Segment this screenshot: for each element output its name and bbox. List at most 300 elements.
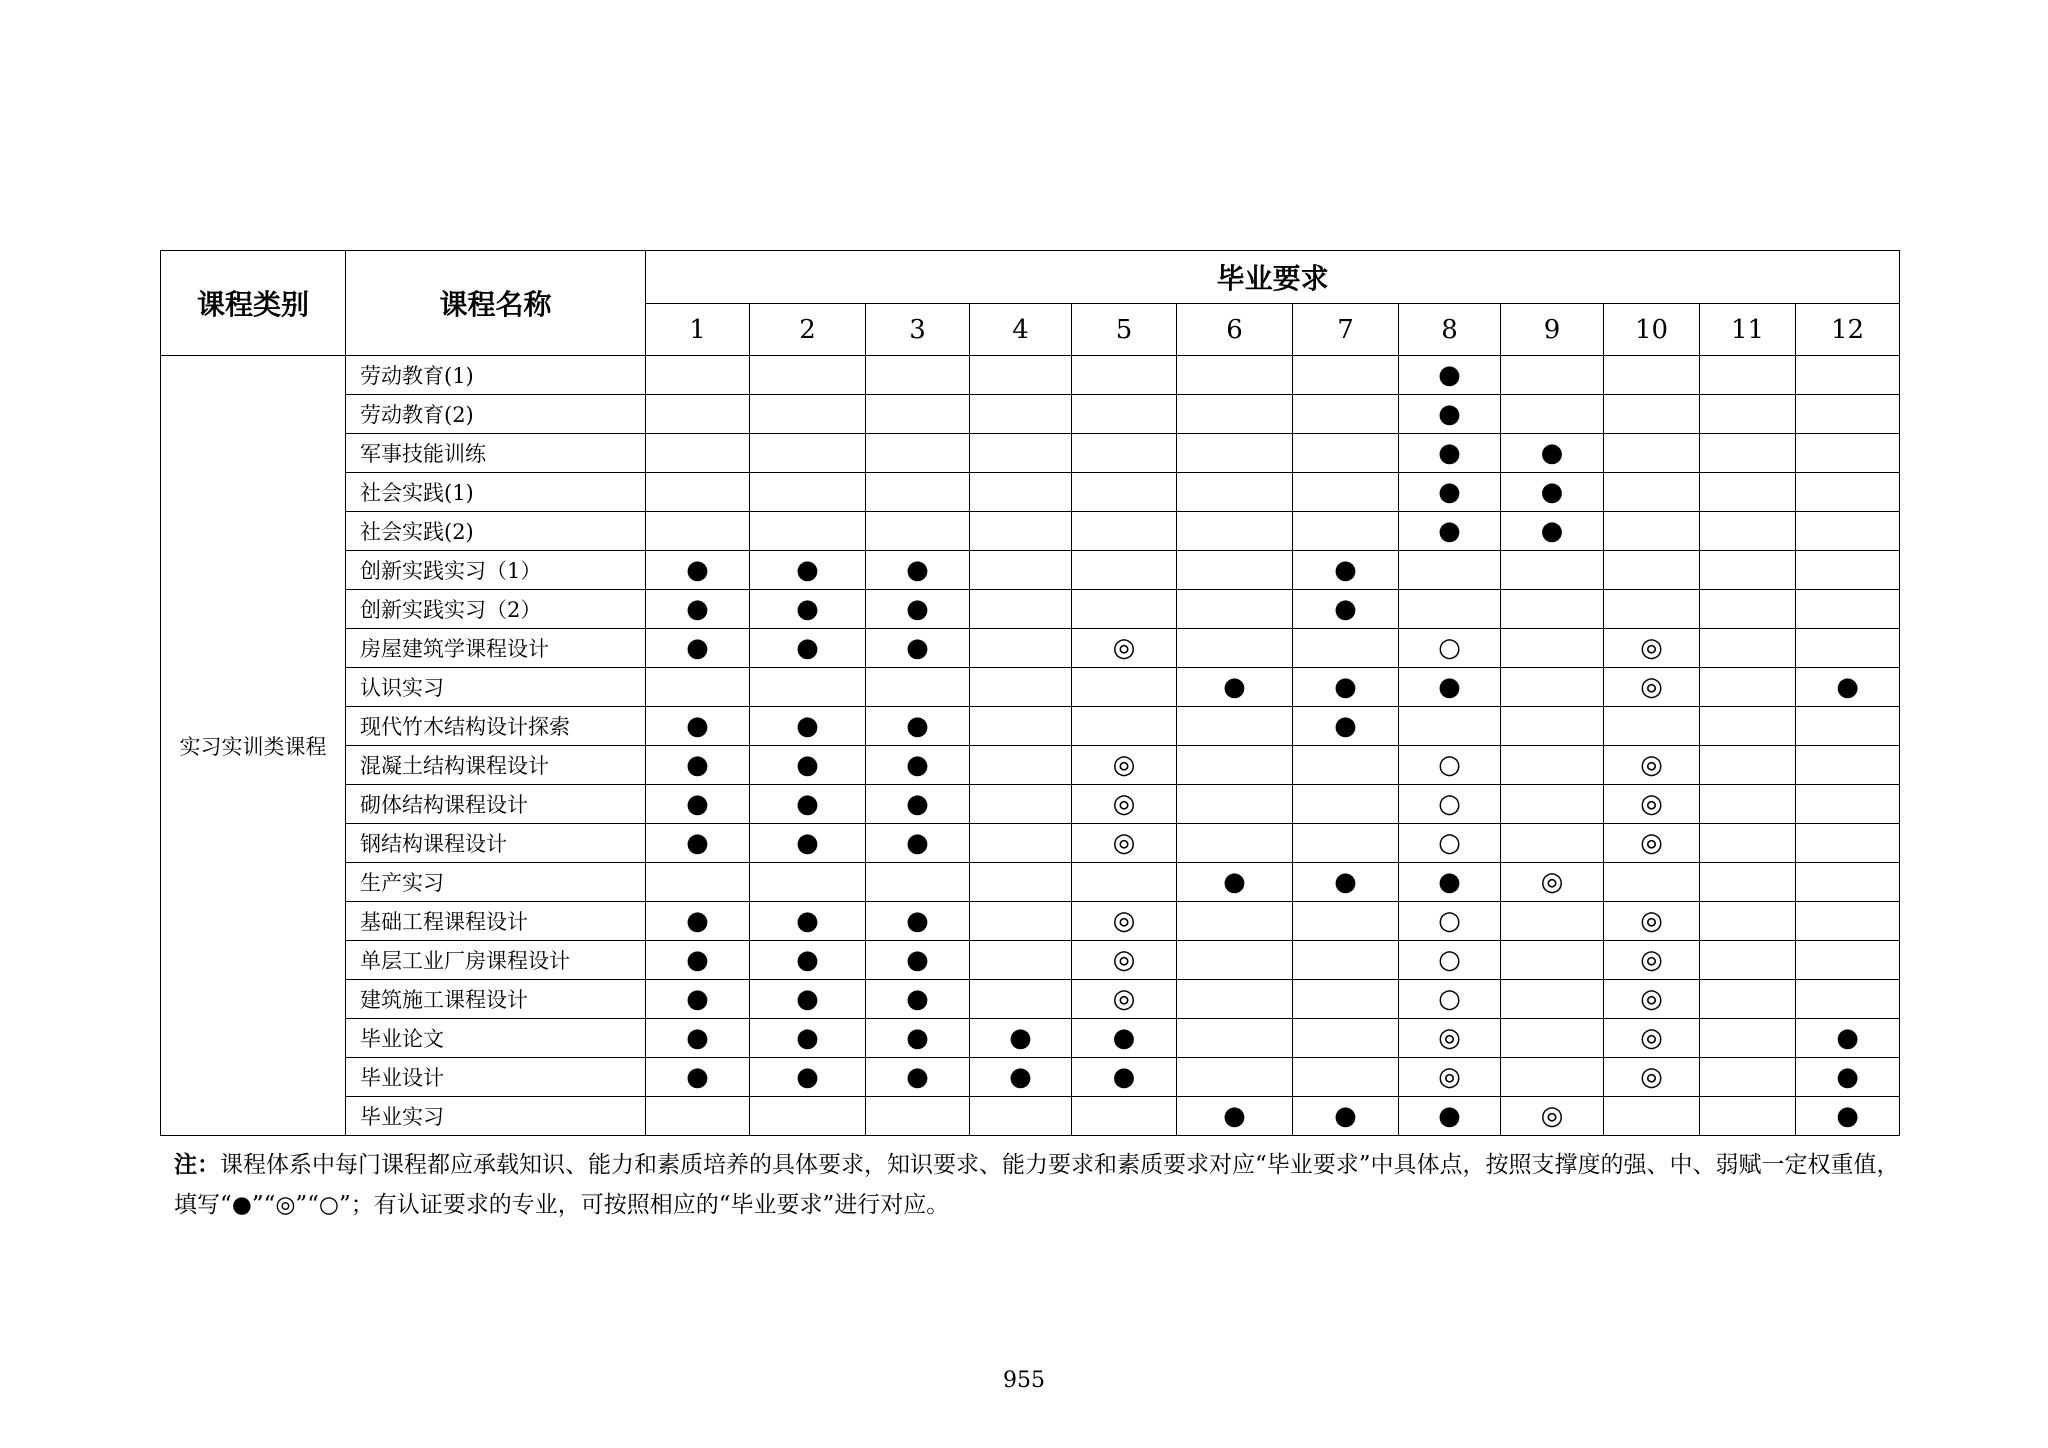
support-cell	[866, 746, 970, 785]
support-cell	[646, 902, 750, 941]
support-cell	[1072, 707, 1177, 746]
support-cell	[1700, 1058, 1796, 1097]
support-cell	[970, 551, 1072, 590]
support-cell	[1501, 746, 1604, 785]
support-cell	[1604, 785, 1700, 824]
course-name: 单层工业厂房课程设计	[346, 941, 646, 980]
support-cell	[866, 668, 970, 707]
table-row	[161, 1097, 1900, 1136]
support-mark: ◎	[1640, 672, 1663, 702]
support-cell	[1399, 395, 1501, 434]
support-cell	[1700, 1019, 1796, 1058]
support-cell	[1700, 473, 1796, 512]
support-cell	[1293, 512, 1399, 551]
support-cell	[970, 590, 1072, 629]
support-cell	[1293, 356, 1399, 395]
support-mark: ●	[1438, 360, 1461, 390]
support-cell	[1293, 590, 1399, 629]
support-cell	[1501, 551, 1604, 590]
course-name: 社会实践(1)	[346, 473, 646, 512]
support-cell	[750, 863, 866, 902]
support-cell	[1604, 512, 1700, 551]
support-cell	[1604, 590, 1700, 629]
support-cell	[1399, 668, 1501, 707]
support-mark: ◎	[1438, 1023, 1461, 1053]
support-cell	[1501, 512, 1604, 551]
support-mark: ◎	[1112, 828, 1136, 858]
support-cell	[1796, 941, 1900, 980]
support-cell	[1501, 707, 1604, 746]
support-mark: ●	[686, 633, 709, 663]
support-cell	[1072, 629, 1177, 668]
support-mark: ◎	[1112, 633, 1136, 663]
table-row	[161, 941, 1900, 980]
support-mark: ●	[906, 594, 929, 624]
support-cell	[1293, 902, 1399, 941]
support-cell	[646, 590, 750, 629]
header-category: 课程类别	[161, 251, 346, 356]
support-cell	[866, 590, 970, 629]
course-name: 建筑施工课程设计	[346, 980, 646, 1019]
support-mark: ●	[796, 555, 819, 585]
table-row	[161, 980, 1900, 1019]
support-mark: ○	[1438, 750, 1461, 780]
support-cell	[1293, 1058, 1399, 1097]
support-cell	[970, 1058, 1072, 1097]
requirement-number-9: 9	[1501, 304, 1604, 356]
course-name: 认识实习	[346, 668, 646, 707]
requirement-number-3: 3	[866, 304, 970, 356]
matrix-body	[161, 356, 1900, 1136]
support-cell	[646, 1019, 750, 1058]
table-row	[161, 512, 1900, 551]
support-mark: ●	[1438, 438, 1461, 468]
support-cell	[1293, 1019, 1399, 1058]
support-cell	[1399, 356, 1501, 395]
support-cell	[1700, 746, 1796, 785]
support-cell	[1293, 707, 1399, 746]
support-mark: ◎	[1640, 906, 1663, 936]
support-cell	[646, 1058, 750, 1097]
support-mark: ●	[1438, 867, 1461, 897]
support-cell	[1604, 941, 1700, 980]
support-cell	[646, 863, 750, 902]
support-cell	[970, 902, 1072, 941]
support-cell	[1700, 863, 1796, 902]
support-cell	[1604, 551, 1700, 590]
support-mark: ●	[1540, 477, 1564, 507]
support-mark: ●	[1836, 1062, 1859, 1092]
support-cell	[1177, 1058, 1293, 1097]
support-cell	[646, 668, 750, 707]
support-cell	[1177, 980, 1293, 1019]
support-mark: ●	[686, 555, 709, 585]
support-mark: ●	[1540, 438, 1564, 468]
support-cell	[1796, 668, 1900, 707]
support-cell	[750, 668, 866, 707]
support-mark: ◎	[1640, 750, 1663, 780]
note-label: 注：	[174, 1152, 220, 1178]
support-cell	[1700, 356, 1796, 395]
support-mark: ◎	[1112, 750, 1136, 780]
support-cell	[970, 1097, 1072, 1136]
support-cell	[1604, 434, 1700, 473]
support-cell	[1796, 1019, 1900, 1058]
course-name: 钢结构课程设计	[346, 824, 646, 863]
support-cell	[1501, 785, 1604, 824]
support-cell	[1501, 434, 1604, 473]
support-cell	[970, 473, 1072, 512]
support-cell	[1796, 512, 1900, 551]
support-cell	[1604, 668, 1700, 707]
support-cell	[1399, 434, 1501, 473]
support-cell	[646, 395, 750, 434]
support-mark: ●	[1334, 555, 1357, 585]
support-cell	[1796, 1097, 1900, 1136]
support-cell	[1177, 824, 1293, 863]
support-cell	[970, 746, 1072, 785]
table-row	[161, 551, 1900, 590]
support-cell	[1399, 941, 1501, 980]
support-mark: ●	[1334, 1101, 1357, 1131]
support-cell	[970, 980, 1072, 1019]
support-cell	[970, 434, 1072, 473]
support-mark: ●	[686, 711, 709, 741]
support-cell	[1072, 1097, 1177, 1136]
support-mark: ●	[796, 828, 819, 858]
support-cell	[750, 473, 866, 512]
support-cell	[1177, 395, 1293, 434]
support-cell	[866, 902, 970, 941]
support-cell	[1072, 668, 1177, 707]
support-cell	[1604, 824, 1700, 863]
support-cell	[1293, 473, 1399, 512]
support-cell	[970, 863, 1072, 902]
support-cell	[1293, 434, 1399, 473]
course-name: 社会实践(2)	[346, 512, 646, 551]
support-cell	[1700, 941, 1796, 980]
table-row	[161, 785, 1900, 824]
support-cell	[646, 746, 750, 785]
course-name: 劳动教育(1)	[346, 356, 646, 395]
requirement-number-2: 2	[750, 304, 866, 356]
support-mark: ●	[906, 555, 929, 585]
support-cell	[1177, 785, 1293, 824]
support-mark: ●	[1009, 1062, 1032, 1092]
support-cell	[1072, 395, 1177, 434]
support-cell	[750, 512, 866, 551]
table-row	[161, 668, 1900, 707]
support-cell	[1399, 512, 1501, 551]
table-row	[161, 1058, 1900, 1097]
support-mark: ●	[686, 789, 709, 819]
support-cell	[646, 785, 750, 824]
support-cell	[1072, 473, 1177, 512]
support-cell	[970, 512, 1072, 551]
support-cell	[750, 1019, 866, 1058]
support-cell	[1293, 785, 1399, 824]
support-cell	[750, 941, 866, 980]
support-mark: ●	[686, 906, 709, 936]
support-mark: ●	[1836, 1101, 1859, 1131]
requirement-number-4: 4	[970, 304, 1072, 356]
course-name: 军事技能训练	[346, 434, 646, 473]
support-cell	[1796, 1058, 1900, 1097]
support-mark: ●	[686, 1062, 709, 1092]
support-cell	[1796, 590, 1900, 629]
support-cell	[1796, 863, 1900, 902]
table-row	[161, 707, 1900, 746]
support-cell	[1501, 473, 1604, 512]
support-cell	[1177, 590, 1293, 629]
support-mark: ◎	[1640, 789, 1663, 819]
support-cell	[1399, 551, 1501, 590]
requirement-number-8: 8	[1399, 304, 1501, 356]
support-cell	[1604, 395, 1700, 434]
support-cell	[1177, 551, 1293, 590]
support-cell	[1796, 395, 1900, 434]
support-cell	[1399, 590, 1501, 629]
support-cell	[1399, 824, 1501, 863]
support-mark: ●	[686, 945, 709, 975]
support-cell	[646, 629, 750, 668]
support-cell	[1177, 941, 1293, 980]
support-mark: ●	[906, 984, 929, 1014]
support-cell	[1293, 551, 1399, 590]
support-cell	[866, 395, 970, 434]
support-mark: ●	[1112, 1023, 1136, 1053]
support-mark: ●	[1009, 1023, 1032, 1053]
support-cell	[646, 707, 750, 746]
support-cell	[750, 590, 866, 629]
support-mark: ●	[906, 828, 929, 858]
support-cell	[1700, 707, 1796, 746]
support-mark: ◎	[1438, 1062, 1461, 1092]
support-mark: ○	[1438, 633, 1461, 663]
support-mark: ◎	[1640, 1023, 1663, 1053]
support-cell	[1700, 668, 1796, 707]
support-cell	[1177, 668, 1293, 707]
header-course-name: 课程名称	[346, 251, 646, 356]
support-cell	[1700, 551, 1796, 590]
support-mark: ◎	[1112, 789, 1136, 819]
support-mark: ●	[1438, 399, 1461, 429]
support-cell	[1177, 512, 1293, 551]
support-cell	[1399, 980, 1501, 1019]
support-cell	[1700, 902, 1796, 941]
support-mark: ●	[1438, 1101, 1461, 1131]
support-cell	[1072, 1058, 1177, 1097]
course-requirement-matrix	[160, 250, 1900, 1136]
note-text: 课程体系中每门课程都应承载知识、能力和素质培养的具体要求，知识要求、能力要求和素质要求对应“毕业要求”中具体点，按照支撑度的强、中、弱赋一定权重值，填写“●”“◎”“○”；有认证要求的专业，可按照相应的“毕业要求”进行对应。	[174, 1152, 1900, 1218]
support-cell	[1604, 980, 1700, 1019]
support-cell	[750, 902, 866, 941]
support-cell	[1796, 707, 1900, 746]
support-mark: ●	[796, 594, 819, 624]
support-cell	[1700, 395, 1796, 434]
support-cell	[866, 356, 970, 395]
support-mark: ●	[686, 828, 709, 858]
support-mark: ◎	[1640, 984, 1663, 1014]
support-cell	[1399, 902, 1501, 941]
course-name: 现代竹木结构设计探索	[346, 707, 646, 746]
course-category: 实习实训类课程	[161, 356, 346, 1136]
support-mark: ●	[1223, 672, 1246, 702]
support-cell	[1177, 473, 1293, 512]
support-cell	[1293, 746, 1399, 785]
support-cell	[1399, 1058, 1501, 1097]
course-name: 毕业实习	[346, 1097, 646, 1136]
support-mark: ○	[1438, 828, 1461, 858]
support-cell	[1399, 473, 1501, 512]
support-cell	[1700, 1097, 1796, 1136]
support-cell	[1796, 629, 1900, 668]
support-cell	[1072, 1019, 1177, 1058]
support-cell	[750, 1058, 866, 1097]
support-cell	[646, 941, 750, 980]
support-mark: ○	[1438, 789, 1461, 819]
table-row	[161, 629, 1900, 668]
support-mark: ●	[1223, 1101, 1246, 1131]
support-cell	[1604, 1058, 1700, 1097]
support-cell	[866, 707, 970, 746]
support-cell	[970, 941, 1072, 980]
support-cell	[750, 1097, 866, 1136]
support-cell	[1177, 1019, 1293, 1058]
support-cell	[1501, 395, 1604, 434]
support-cell	[1072, 746, 1177, 785]
course-name: 基础工程课程设计	[346, 902, 646, 941]
support-mark: ●	[1540, 516, 1564, 546]
support-cell	[1501, 356, 1604, 395]
support-cell	[1072, 512, 1177, 551]
support-cell	[1604, 629, 1700, 668]
table-row	[161, 395, 1900, 434]
support-mark: ●	[1334, 672, 1357, 702]
course-name: 砌体结构课程设计	[346, 785, 646, 824]
support-cell	[1501, 590, 1604, 629]
table-row	[161, 746, 1900, 785]
support-cell	[1072, 980, 1177, 1019]
support-mark: ◎	[1112, 945, 1136, 975]
support-cell	[1293, 980, 1399, 1019]
support-cell	[1604, 473, 1700, 512]
support-cell	[750, 629, 866, 668]
support-mark: ●	[686, 750, 709, 780]
support-mark: ●	[906, 1023, 929, 1053]
support-mark: ●	[686, 594, 709, 624]
support-cell	[866, 980, 970, 1019]
support-cell	[1399, 707, 1501, 746]
support-cell	[750, 707, 866, 746]
support-cell	[866, 473, 970, 512]
support-cell	[866, 863, 970, 902]
support-cell	[1177, 707, 1293, 746]
support-mark: ●	[1334, 594, 1357, 624]
support-cell	[866, 824, 970, 863]
support-cell	[750, 395, 866, 434]
support-cell	[1293, 395, 1399, 434]
support-mark: ●	[1438, 477, 1461, 507]
course-name: 混凝土结构课程设计	[346, 746, 646, 785]
support-cell	[1700, 434, 1796, 473]
support-mark: ●	[1438, 516, 1461, 546]
support-cell	[646, 980, 750, 1019]
support-cell	[970, 707, 1072, 746]
support-mark: ●	[796, 906, 819, 936]
support-cell	[1072, 356, 1177, 395]
support-cell	[1796, 434, 1900, 473]
requirement-number-10: 10	[1604, 304, 1700, 356]
support-cell	[750, 551, 866, 590]
support-cell	[1796, 473, 1900, 512]
support-cell	[750, 356, 866, 395]
support-cell	[866, 1097, 970, 1136]
support-cell	[970, 629, 1072, 668]
support-cell	[1293, 941, 1399, 980]
support-cell	[1604, 746, 1700, 785]
support-mark: ◎	[1640, 1062, 1663, 1092]
support-cell	[1399, 746, 1501, 785]
support-cell	[866, 1058, 970, 1097]
support-cell	[1399, 629, 1501, 668]
support-cell	[1501, 629, 1604, 668]
support-cell	[1072, 902, 1177, 941]
support-mark: ●	[1112, 1062, 1136, 1092]
support-mark: ◎	[1640, 633, 1663, 663]
support-cell	[1700, 590, 1796, 629]
support-mark: ○	[1438, 906, 1461, 936]
support-cell	[1293, 629, 1399, 668]
course-name: 毕业论文	[346, 1019, 646, 1058]
support-mark: ●	[906, 711, 929, 741]
support-cell	[1072, 941, 1177, 980]
page-number: 955	[1003, 1368, 1045, 1393]
support-cell	[1399, 1019, 1501, 1058]
support-mark: ●	[906, 1062, 929, 1092]
support-cell	[866, 1019, 970, 1058]
requirement-number-6: 6	[1177, 304, 1293, 356]
support-mark: ●	[1836, 1023, 1859, 1053]
support-cell	[1700, 824, 1796, 863]
support-mark: ●	[906, 633, 929, 663]
support-mark: ●	[906, 906, 929, 936]
support-cell	[1177, 863, 1293, 902]
support-cell	[866, 551, 970, 590]
support-cell	[1072, 551, 1177, 590]
support-cell	[646, 356, 750, 395]
support-cell	[970, 668, 1072, 707]
support-mark: ●	[796, 633, 819, 663]
support-cell	[1796, 824, 1900, 863]
support-cell	[1796, 551, 1900, 590]
support-cell	[1293, 1097, 1399, 1136]
support-mark: ◎	[1112, 906, 1136, 936]
support-mark: ●	[796, 1062, 819, 1092]
support-cell	[1796, 980, 1900, 1019]
support-mark: ○	[1438, 984, 1461, 1014]
support-cell	[1072, 824, 1177, 863]
support-mark: ●	[1334, 711, 1357, 741]
support-cell	[1399, 863, 1501, 902]
support-cell	[1177, 629, 1293, 668]
support-cell	[1700, 512, 1796, 551]
table-row	[161, 824, 1900, 863]
support-cell	[1796, 356, 1900, 395]
table-row	[161, 1019, 1900, 1058]
support-cell	[1072, 863, 1177, 902]
support-cell	[970, 785, 1072, 824]
